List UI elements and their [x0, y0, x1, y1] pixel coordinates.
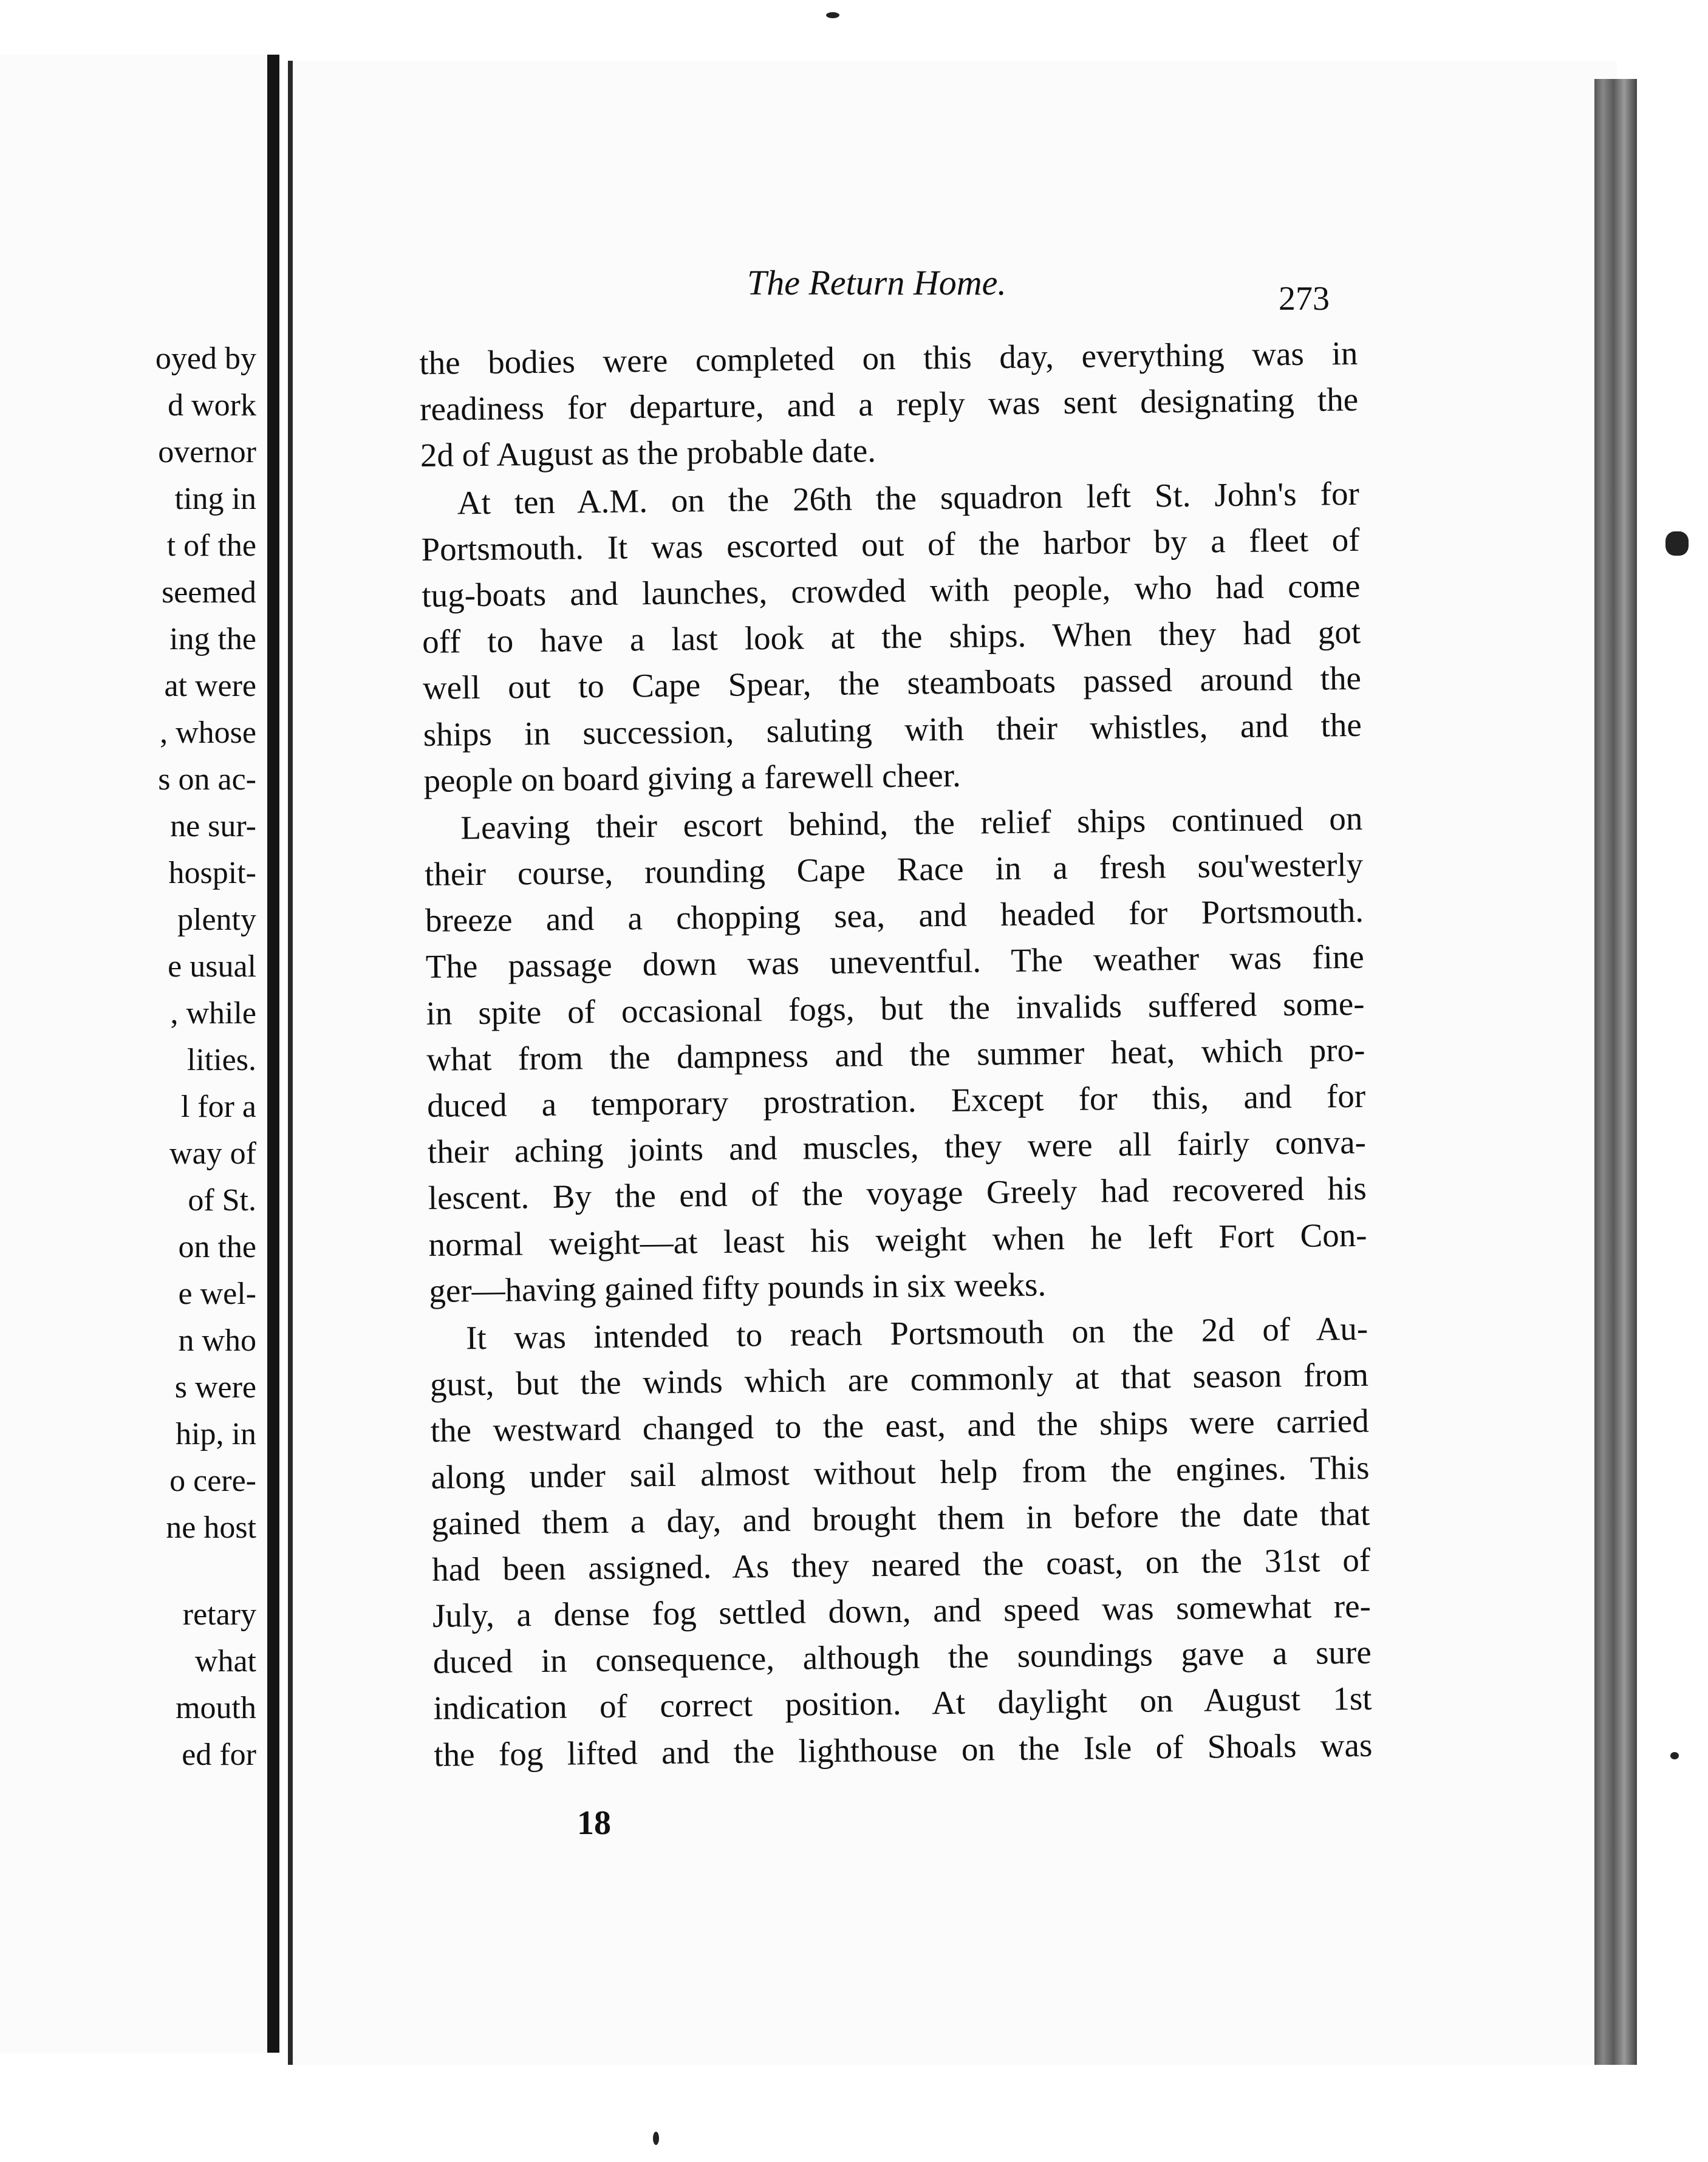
speck-mark [826, 12, 839, 18]
left-page-line: e wel- [178, 1277, 256, 1311]
text-line: the westward changed to the east, and the ships were carried [430, 1402, 1370, 1450]
text-line: indication of correct position. At daylight on August 1st [433, 1680, 1372, 1727]
text-line: The passage down was uneventful. The weather was fine [425, 938, 1365, 986]
text-line: what from the dampness and the summer heat, which pro- [426, 1031, 1365, 1078]
left-page-line: ne sur- [170, 809, 256, 844]
text-line: the bodies were completed on this day, everything was in [419, 334, 1358, 381]
text-line: people on board giving a farewell cheer. [423, 756, 962, 799]
left-page-line: e usual [168, 949, 256, 984]
page-number: 273 [1279, 280, 1330, 318]
left-page-line: seemed [162, 575, 256, 610]
text-line: well out to Cape Spear, the steamboats passed around the [422, 660, 1362, 707]
text-line: normal weight—at least his weight when he left Fort Con- [428, 1216, 1367, 1263]
text-line: It was intended to reach Portsmouth on the 2d of Au- [465, 1309, 1368, 1357]
left-page-line: d work [168, 388, 256, 423]
left-page-line: ing the [169, 622, 256, 656]
text-line: July, a dense fog settled down, and speed was somewhat re- [432, 1587, 1372, 1634]
paragraph [424, 796, 1368, 1314]
left-page-line: , whose [160, 715, 256, 750]
paragraph [420, 470, 1362, 803]
left-page-line: ting in [174, 482, 256, 516]
text-line: ger—having gained fifty pounds in six weeks. [429, 1266, 1047, 1309]
text-line: their course, rounding Cape Race in a fresh sou'westerly [424, 845, 1364, 893]
left-page-line: hip, in [176, 1417, 256, 1451]
left-page-line: , while [170, 996, 256, 1031]
paragraph [419, 330, 1359, 479]
left-page-line: retary [182, 1597, 256, 1632]
left-page-line: hospit- [168, 856, 256, 890]
left-page-line: s were [174, 1370, 256, 1405]
signature-mark: 18 [577, 1804, 611, 1842]
left-page-line: what [194, 1644, 256, 1679]
left-page-text [155, 335, 256, 1778]
text-line: Leaving their escort behind, the relief ships continued on [460, 799, 1363, 847]
left-page-line: on the [178, 1230, 256, 1264]
left-page-line: lities. [186, 1043, 256, 1077]
left-page-line: way of [169, 1136, 256, 1171]
left-page-line: oyed by [155, 341, 256, 376]
left-page-line: l for a [180, 1090, 256, 1124]
text-line: Portsmouth. It was escorted out of the harbor by a fleet of [421, 520, 1360, 568]
left-page-line: ne host [166, 1510, 256, 1545]
left-page-line: at were [164, 669, 256, 703]
left-page-line: t of the [166, 528, 256, 563]
left-page-line: o cere- [169, 1464, 256, 1498]
left-page-line: ed for [182, 1737, 256, 1772]
text-line: along under sail almost without help from the engines. This [431, 1448, 1370, 1496]
text-line: tug-boats and launches, crowded with people, who had come [422, 567, 1361, 614]
running-head: The Return Home. [747, 263, 1006, 302]
text-line: ships in succession, saluting with their whistles, and the [423, 706, 1362, 753]
left-page-line: mouth [176, 1691, 256, 1725]
left-page-line: of St. [188, 1183, 256, 1218]
text-line: gained them a day, and brought them in before the date that [431, 1495, 1370, 1542]
text-line: readiness for departure, and a reply was sent designating the [419, 381, 1359, 428]
paragraph [429, 1306, 1373, 1778]
speck-mark [1665, 531, 1689, 556]
text-line: had been assigned. As they neared the coast, on the 31st of [431, 1541, 1371, 1588]
text-line: in spite of occasional fogs, but the invalids suffered some- [426, 984, 1365, 1032]
text-line: off to have a last look at the ships. When they had got [422, 613, 1361, 661]
text-line: breeze and a chopping sea, and headed for Portsmouth. [425, 892, 1364, 939]
speck-mark [653, 2132, 659, 2145]
left-page-line: n who [178, 1323, 256, 1358]
left-page-line: overnor [158, 435, 256, 469]
left-page [0, 55, 279, 2053]
left-page-line: s on ac- [158, 762, 256, 797]
page-edge [1594, 79, 1637, 2065]
text-line: duced a temporary prostration. Except for this, and for [426, 1077, 1366, 1124]
text-line: duced in consequence, although the soundings gave a sure [432, 1633, 1372, 1681]
body-text [419, 330, 1373, 1779]
speck-mark [1670, 1752, 1679, 1759]
text-line: gust, but the winds which are commonly at that season from [429, 1356, 1369, 1403]
text-line: At ten A.M. on the 26th the squadron left St. John's for [457, 474, 1360, 521]
left-page-line: plenty [177, 902, 256, 937]
text-line: lescent. By the end of the voyage Greely had recovered his [428, 1170, 1367, 1217]
text-line: 2d of August as the probable date. [420, 432, 876, 474]
text-line: their aching joints and muscles, they were all fairly conva- [427, 1123, 1367, 1171]
text-line: the fog lifted and the lighthouse on the Isle of Shoals was [434, 1726, 1373, 1773]
